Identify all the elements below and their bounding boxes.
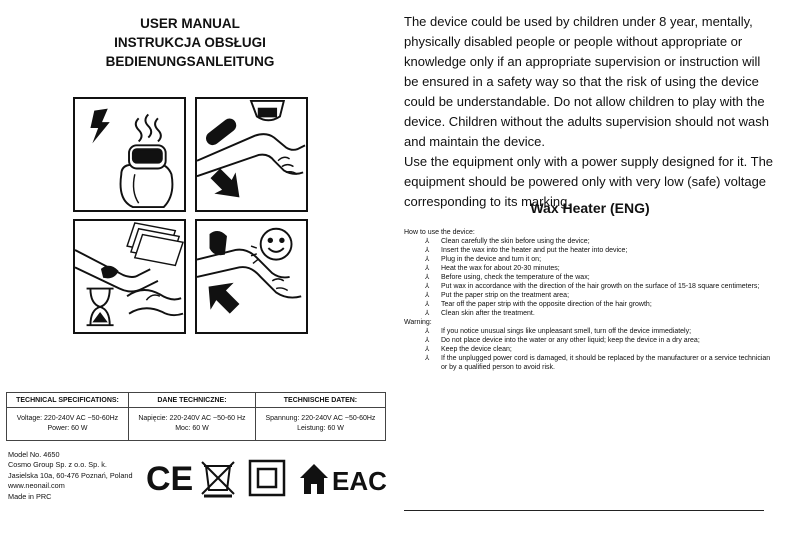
list-item: ⅄ Insert the wax into the heater and put the heater into device; [425, 247, 628, 254]
list-item: ⅄ If you notice unusual sings like unpleasant smell, turn off the device immediately; [425, 328, 692, 335]
spec-power-de: Leistung: 60 W [297, 425, 344, 432]
usage-instructions [404, 228, 776, 372]
company-address: Jasielska 10a, 60-476 Poznań, Poland [8, 470, 133, 480]
weee-bin-icon [202, 462, 234, 496]
bullet-icon: ⅄ [425, 256, 430, 263]
list-item: ⅄ Heat the wax for about 20-30 minutes; [425, 265, 560, 272]
warning-label: Warning: [404, 319, 432, 326]
hourglass-icon [87, 289, 114, 326]
bullet-icon: ⅄ [425, 283, 430, 290]
spec-power-en: Power: 60 W [47, 425, 88, 432]
bullet-icon: ⅄ [425, 265, 430, 272]
paper-strips-icon [127, 223, 183, 265]
heating-illustration [75, 99, 184, 210]
bullet-icon: ⅄ [425, 301, 430, 308]
svg-text:CE: CE [146, 460, 194, 498]
list-item: ⅄ Plug in the device and turn it on; [425, 256, 542, 263]
title-de: BEDIENUNGSANLEITUNG [105, 54, 275, 69]
bullet-icon: ⅄ [425, 346, 430, 353]
double-insulation-icon [250, 461, 284, 495]
bullet-icon: ⅄ [425, 274, 430, 281]
section-title: Wax Heater (ENG) [530, 200, 650, 216]
spec-voltage-en: Voltage: 220-240V AC ~50-60Hz [16, 415, 119, 422]
bullet-icon: ⅄ [425, 238, 430, 245]
illustration-strip [73, 219, 186, 334]
arrow-down-right-icon [211, 168, 240, 197]
model-info [8, 450, 133, 502]
illustration-result [195, 219, 308, 334]
footer-divider [404, 510, 764, 511]
spec-power-pl: Moc: 60 W [175, 425, 209, 432]
company-name: Cosmo Group Sp. z o.o. Sp. k. [8, 460, 107, 470]
spec-voltage-de: Spannung: 220-240V AC ~50-60Hz [265, 415, 376, 422]
list-item: ⅄ If the unplugged power cord is damaged, it should be replaced by the manufacturer or a service technician or by a qualified person to avoid risk. [425, 355, 771, 371]
strip-illustration [75, 221, 184, 332]
ce-mark-icon [146, 460, 193, 498]
spec-table [6, 392, 386, 441]
bullet-icon: ⅄ [425, 292, 430, 299]
certification-marks [146, 458, 387, 498]
spec-header-pl: DANE TECHNICZNE: [128, 393, 255, 408]
bullet-icon: ⅄ [425, 328, 430, 335]
title-pl: INSTRUKCJA OBSŁUGI [114, 35, 266, 50]
result-illustration [197, 221, 306, 332]
howto-list [404, 237, 776, 318]
indoor-use-house-icon [300, 464, 328, 494]
illustration-heating [73, 97, 186, 212]
spec-header-de: TECHNISCHE DATEN: [255, 393, 385, 408]
marks-svg [146, 458, 387, 498]
list-item: ⅄ Do not place device into the water or any other liquid; keep the device in a dry area; [425, 337, 700, 344]
arrow-up-left-icon [209, 283, 240, 314]
manual-titles [100, 14, 280, 71]
list-item: ⅄ Keep the device clean; [425, 346, 512, 353]
list-item: ⅄ Put wax in accordance with the direction of the hair growth on the surface of 15-18 square centimeters; [425, 283, 760, 290]
website-link: www.neonail.com [8, 481, 65, 491]
applicator-on-arm-icon [197, 101, 305, 176]
list-item: ⅄ Put the paper strip on the treatment area; [425, 292, 570, 299]
origin-text: Made in PRC [8, 491, 52, 501]
howto-label: How to use the device: [404, 229, 475, 236]
illustration-application [195, 97, 308, 212]
list-item: ⅄ Clean skin after the treatment. [425, 310, 535, 317]
list-item: ⅄ Clean carefully the skin before using the device; [425, 238, 590, 245]
bullet-icon: ⅄ [425, 310, 430, 317]
spec-voltage-pl: Napięcie: 220-240V AC ~50-60 Hz [138, 415, 246, 422]
bullet-icon: ⅄ [425, 355, 430, 362]
power-supply-paragraph: Use the equipment only with a power supply designed for it. The equipment should be powered only with very low (safe) voltage corresponding to its marking. [404, 154, 774, 209]
model-number: Model No. 4650 [8, 450, 60, 459]
wax-heater-icon [121, 114, 173, 207]
instruction-illustrations [73, 97, 313, 342]
list-item: ⅄ Tear off the paper strip with the opposite direction of the hair growth; [425, 301, 652, 308]
application-illustration [197, 99, 306, 210]
spec-values-pl [128, 408, 255, 441]
eac-mark-icon [332, 466, 387, 496]
safety-warning-text [404, 12, 776, 212]
bullet-icon: ⅄ [425, 247, 430, 254]
spec-values-de [255, 408, 385, 441]
lightning-icon [90, 109, 109, 144]
spec-values-en [7, 408, 129, 441]
svg-text:EAC: EAC [332, 466, 387, 496]
list-item: ⅄ Before using, check the temperature of the wax; [425, 274, 590, 281]
safety-paragraph: The device could be used by children under 8 year, mentally, physically disabled people or people without appropriate or knowledge only if an appropriate supervision or instruction will be ensured in a safety way so that the risk of using the device could be understandable. Do not allow children to play with the device. Children without the adults supervision should not wash and maintain the device. [404, 14, 769, 149]
warning-list [404, 327, 776, 372]
title-en: USER MANUAL [140, 16, 240, 31]
spec-header-en: TECHNICAL SPECIFICATIONS: [7, 393, 129, 408]
bullet-icon: ⅄ [425, 337, 430, 344]
